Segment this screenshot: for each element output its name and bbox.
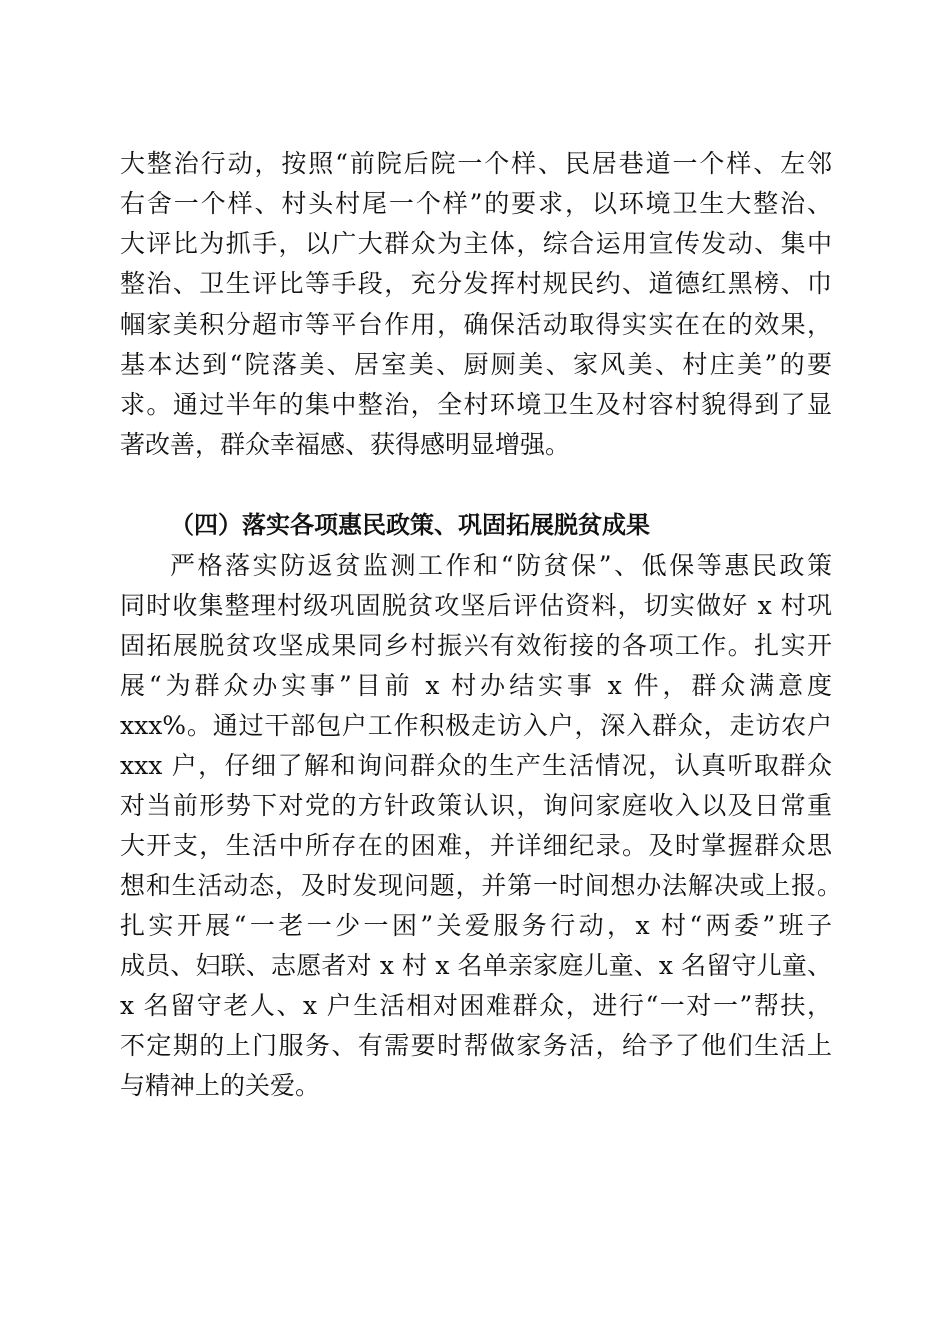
paragraph-line: 大评比为抓手，以广大群众为主体，综合运用宣传发动、集中 [120, 229, 832, 258]
paragraph-line: 与精神上的关爱。 [120, 1071, 321, 1100]
paragraph-line: x 名留守老人、x 户生活相对困难群众，进行“一对一”帮扶， [120, 991, 832, 1020]
paragraph-line: 固拓展脱贫攻坚成果同乡村振兴有效衔接的各项工作。扎实开 [120, 631, 832, 660]
paragraph-line: 基本达到“院落美、居室美、厨厕美、家风美、村庄美”的要 [120, 350, 832, 379]
paragraph-line: xxx%。通过干部包户工作积极走访入户，深入群众，走访农户 [120, 711, 832, 740]
paragraph-line: 整治、卫生评比等手段，充分发挥村规民约、道德红黑榜、巾 [120, 269, 832, 298]
paragraph-line: 大整治行动，按照“前院后院一个样、民居巷道一个样、左邻 [120, 149, 832, 178]
paragraph-line: 扎实开展“一老一少一困”关爱服务行动，x 村“两委”班子 [120, 911, 832, 940]
paragraph-line: 求。通过半年的集中整治，全村环境卫生及村容村貌得到了显 [120, 390, 832, 419]
paragraph-line: 不定期的上门服务、有需要时帮做家务活，给予了他们生活上 [120, 1031, 832, 1060]
paragraph-line: 大开支，生活中所存在的困难，并详细纪录。及时掌握群众思 [120, 831, 832, 860]
paragraph-line: 著改善，群众幸福感、获得感明显增强。 [120, 430, 571, 459]
paragraph-line: 帼家美积分超市等平台作用，确保活动取得实实在在的效果， [120, 310, 832, 339]
paragraph-line: 严格落实防返贫监测工作和“防贫保”、低保等惠民政策 [170, 551, 832, 580]
paragraph-line: 成员、妇联、志愿者对 x 村 x 名单亲家庭儿童、x 名留守儿童、 [120, 951, 832, 980]
paragraph-line: xxx 户，仔细了解和询问群众的生产生活情况，认真听取群众 [120, 751, 832, 780]
paragraph-line: 右舍一个样、村头村尾一个样”的要求，以环境卫生大整治、 [120, 189, 832, 218]
paragraph-line: 对当前形势下对党的方针政策认识，询问家庭收入以及日常重 [120, 791, 832, 820]
paragraph-line: 展“为群众办实事”目前 x 村办结实事 x 件，群众满意度 [120, 671, 832, 700]
paragraph-line: 想和生活动态，及时发现问题，并第一时间想办法解决或上报。 [120, 871, 842, 900]
section-heading: （四）落实各项惠民政策、巩固拓展脱贫成果 [170, 511, 650, 539]
paragraph-line: 同时收集整理村级巩固脱贫攻坚后评估资料，切实做好 x 村巩 [120, 591, 832, 620]
